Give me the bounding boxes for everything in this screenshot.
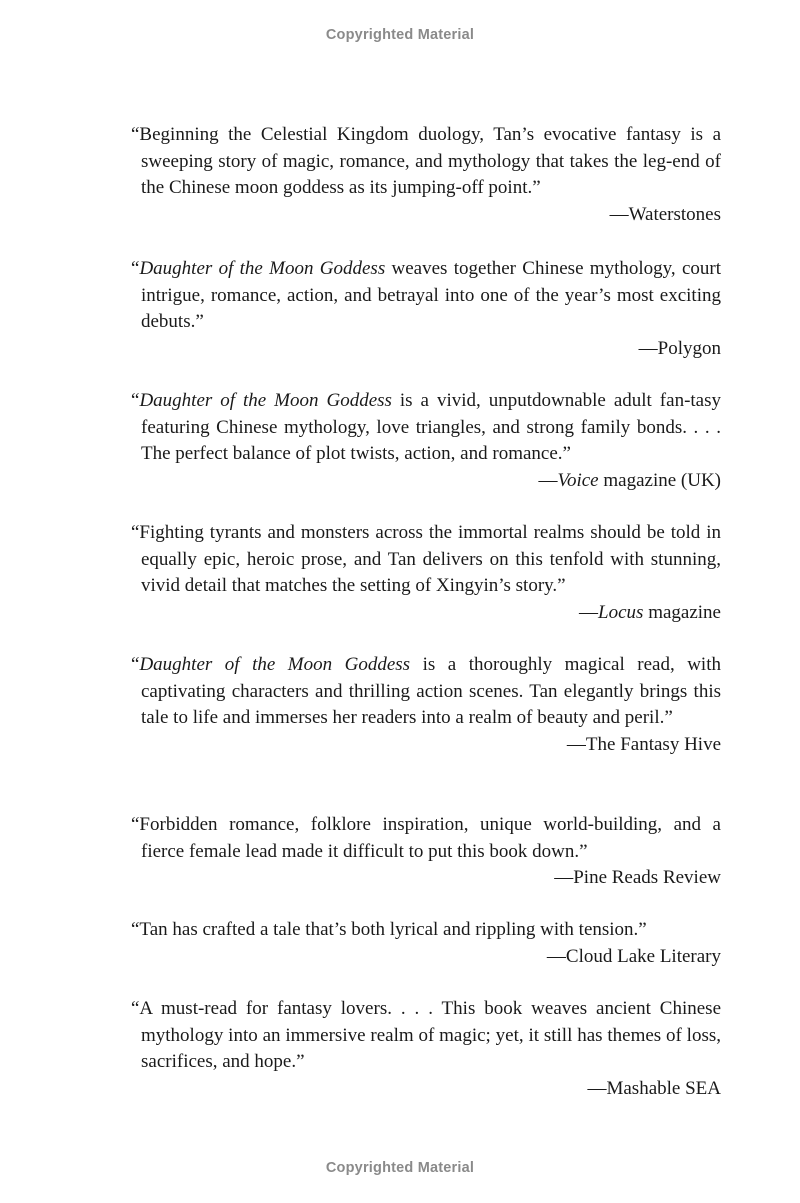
book-title-italic: Daughter of the Moon Goddess xyxy=(139,258,386,279)
attribution-text: —Mashable SEA xyxy=(587,1077,721,1099)
blurb-quote xyxy=(131,996,721,1076)
blurb-quote-text: “Beginning the Celestial Kingdom duology, Tan’s evocative fantasy is a sweeping story of magic, romance, and mythology that takes the leg-end of the Chinese moon goddess as its jumping-off point.” xyxy=(131,124,721,199)
blurb-fantasy-hive xyxy=(131,652,721,758)
open-quote-mark: “ xyxy=(131,654,140,675)
blurb-quote-text: “Tan has crafted a tale that’s both lyrical and rippling with tension.” xyxy=(131,919,647,940)
blurb-attribution xyxy=(131,944,721,971)
blurb-voice-magazine xyxy=(131,388,721,494)
blurb-quote xyxy=(131,917,721,944)
copyright-watermark-bottom: Copyrighted Material xyxy=(325,1160,475,1176)
attribution-text: —The Fantasy Hive xyxy=(566,733,721,755)
blurb-quote-text: “Fighting tyrants and monsters across the immortal realms should be told in equally epic, heroic prose, and Tan delivers on this tenfold with stunning, vivid detail that matches the setting of Xingyin’s story.” xyxy=(131,522,721,597)
attribution-text: —Waterstones xyxy=(609,203,721,225)
blurb-locus-magazine xyxy=(131,520,721,626)
blurb-mashable-sea xyxy=(131,996,721,1102)
blurb-quote xyxy=(131,652,721,732)
book-title-italic: Daughter of the Moon Goddess xyxy=(139,390,392,411)
blurb-attribution xyxy=(131,865,721,892)
blurb-attribution xyxy=(131,202,721,229)
blurb-quote-text: “A must-read for fantasy lovers. . . . This book weaves ancient Chinese mythology into an immersive realm of magic; yet, it still has themes of loss, sacrifices, and hope.” xyxy=(131,998,721,1073)
blurb-attribution xyxy=(131,468,721,495)
attribution-publication-italic: Locus xyxy=(598,601,644,623)
blurb-quote xyxy=(131,256,721,336)
attribution-text: —Pine Reads Review xyxy=(554,867,721,889)
blurb-waterstones xyxy=(131,122,721,228)
blurb-quote-text: “Forbidden romance, folklore inspiration, unique world-building, and a fierce female lead made it difficult to put this book down.” xyxy=(131,814,721,862)
copyright-watermark-top: Copyrighted Material xyxy=(325,27,475,43)
blurb-attribution xyxy=(131,1076,721,1103)
blurb-quote-text: is a thoroughly magical read, with captivating characters and thrilling action scenes. Tan elegantly brings this tale to life and immerses her readers into a realm of beauty and peril.” xyxy=(141,654,721,729)
blurb-quote xyxy=(131,122,721,202)
attribution-text: —Polygon xyxy=(638,337,721,359)
blurb-cloud-lake-literary xyxy=(131,917,721,970)
blurb-quote-text: weaves together Chinese mythology, court intrigue, romance, action, and betrayal into one of the year’s most exciting debuts.” xyxy=(141,258,721,333)
attribution-suffix: magazine (UK) xyxy=(598,469,721,491)
blurb-attribution xyxy=(131,336,721,363)
open-quote-mark: “ xyxy=(131,390,140,411)
blurb-pine-reads-review xyxy=(131,812,721,892)
attribution-suffix: magazine xyxy=(643,601,721,623)
blurb-attribution xyxy=(131,600,721,627)
attribution-dash: — xyxy=(538,469,558,491)
attribution-publication-italic: Voice xyxy=(557,469,599,491)
blurb-attribution xyxy=(131,732,721,759)
book-title-italic: Daughter of the Moon Goddess xyxy=(139,654,411,675)
attribution-dash: — xyxy=(579,601,599,623)
open-quote-mark: “ xyxy=(131,258,140,279)
blurb-quote-text: is a vivid, unputdownable adult fan-tasy featuring Chinese mythology, love triangles, and strong family bonds. . . . The perfect balance of plot twists, action, and romance.” xyxy=(141,390,721,465)
blurb-quote xyxy=(131,520,721,600)
blurb-polygon xyxy=(131,256,721,362)
attribution-text: —Cloud Lake Literary xyxy=(546,945,721,967)
blurb-quote xyxy=(131,812,721,865)
blurb-quote xyxy=(131,388,721,468)
